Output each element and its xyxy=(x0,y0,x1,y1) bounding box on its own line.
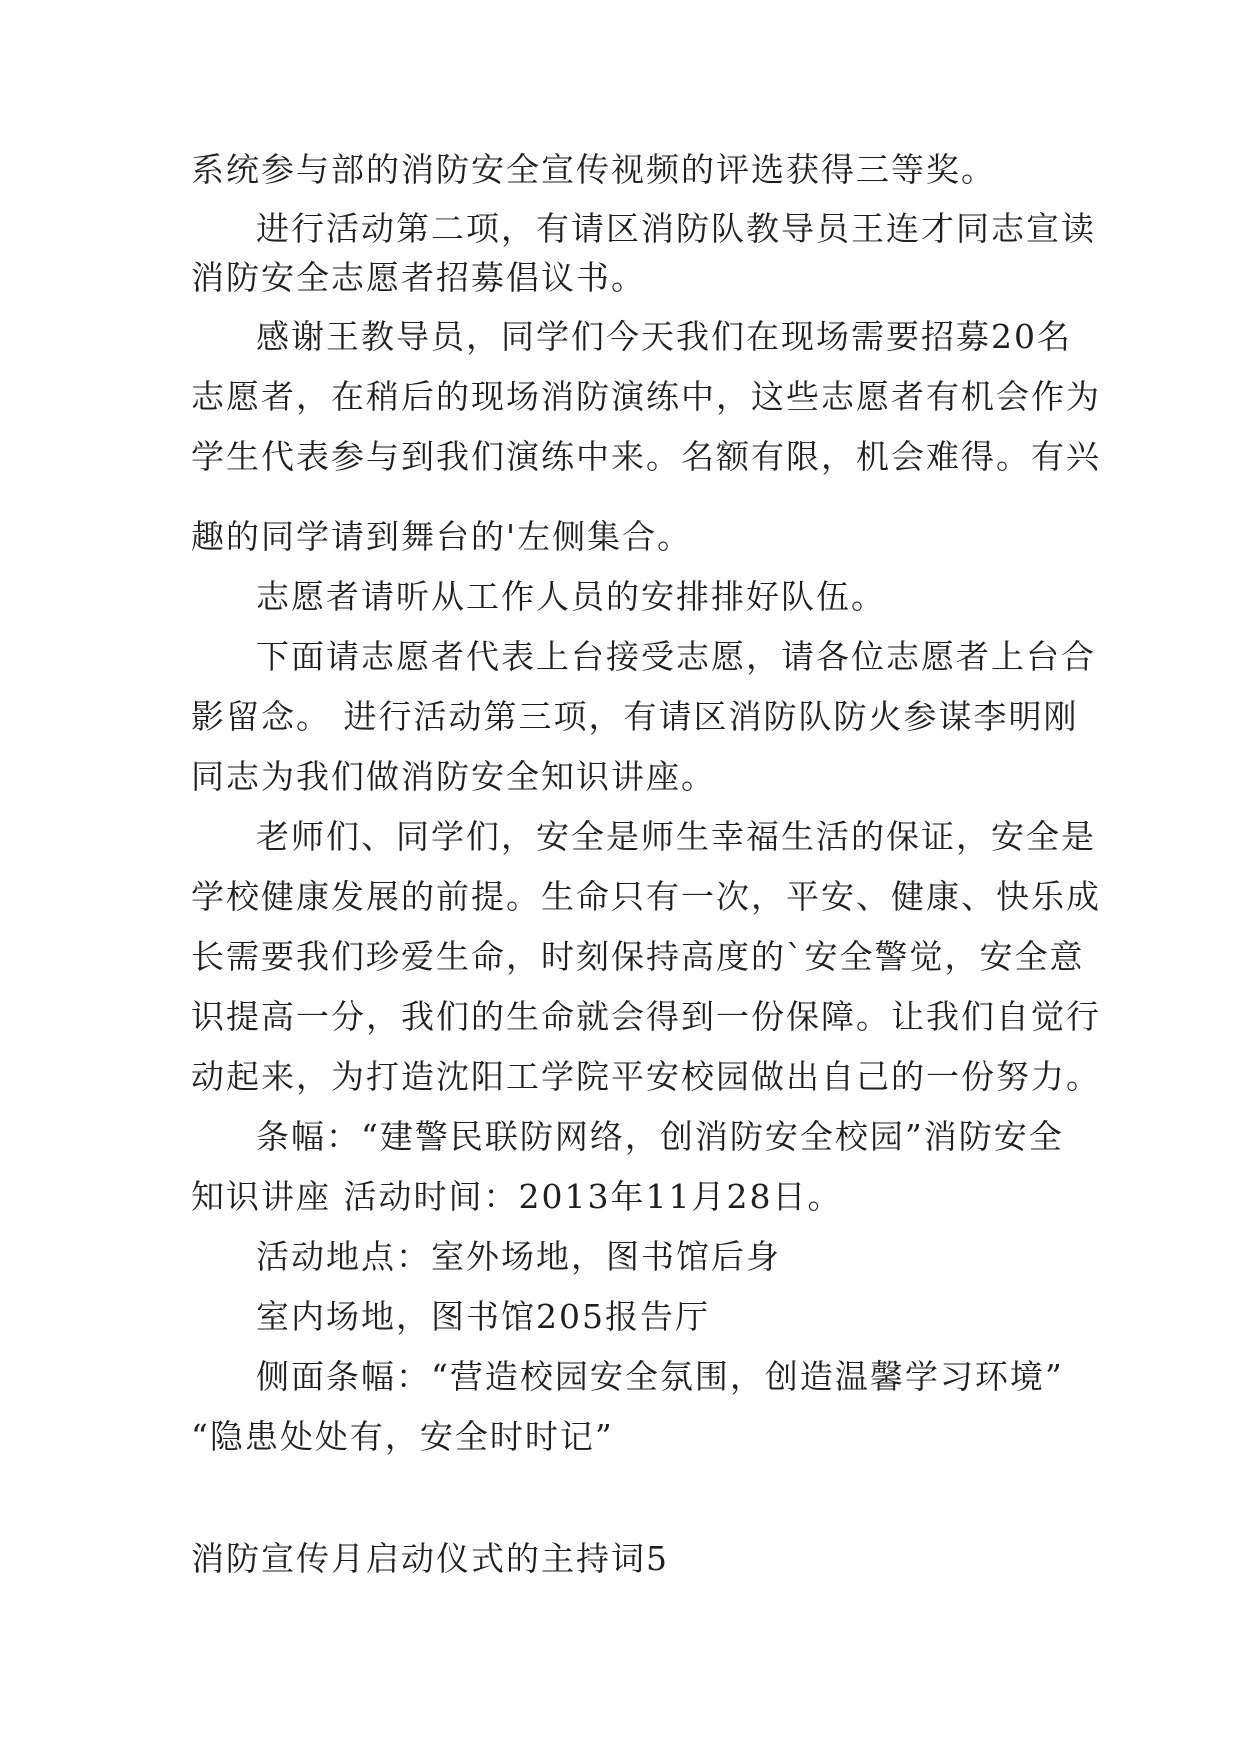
paragraph-first-line: 老师们、同学们，安全是师生幸福生活的保证，安全是 xyxy=(256,817,1096,856)
text-line: “隐患处处有，安全时时记” xyxy=(191,1417,614,1456)
paragraph-first-line: 感谢王教导员，同学们今天我们在现场需要招募20名 xyxy=(256,317,1072,356)
paragraph-first-line: 侧面条幅：“营造校园安全氛围，创造温馨学习环境” xyxy=(256,1357,1064,1396)
text-line: 影留念。 进行活动第三项，有请区消防队防火参谋李明刚 xyxy=(191,697,1079,736)
text-line: 趣的同学请到舞台的'左侧集合。 xyxy=(191,517,693,556)
text-line: 志愿者，在稍后的现场消防演练中，这些志愿者有机会作为 xyxy=(191,377,1101,416)
text-line: 动起来，为打造沈阳工学院平安校园做出自己的一份努力。 xyxy=(191,1057,1101,1096)
text-line: 同志为我们做消防安全知识讲座。 xyxy=(191,757,716,796)
paragraph-first-line: 进行活动第二项，有请区消防队教导员王连才同志宣读 xyxy=(256,209,1096,248)
paragraph-first-line: 活动地点：室外场地，图书馆后身 xyxy=(256,1237,781,1276)
paragraph-first-line: 志愿者请听从工作人员的安排排好队伍。 xyxy=(256,577,886,616)
text-line: 学生代表参与到我们演练中来。名额有限，机会难得。有兴 xyxy=(191,437,1101,476)
paragraph-first-line: 下面请志愿者代表上台接受志愿，请各位志愿者上台合 xyxy=(256,637,1096,676)
paragraph-first-line: 室内场地，图书馆205报告厅 xyxy=(256,1297,710,1336)
text-line: 识提高一分，我们的生命就会得到一份保障。让我们自觉行 xyxy=(191,997,1101,1036)
text-line: 学校健康发展的前提。生命只有一次，平安、健康、快乐成 xyxy=(191,877,1101,916)
text-line: 长需要我们珍爱生命，时刻保持高度的`安全警觉，安全意 xyxy=(191,937,1085,976)
text-line: 系统参与部的消防安全宣传视频的评选获得三等奖。 xyxy=(191,150,996,189)
section-heading: 消防宣传月启动仪式的主持词5 xyxy=(191,1539,669,1578)
paragraph-first-line: 条幅：“建警民联防网络，创消防安全校园”消防安全 xyxy=(256,1117,1064,1156)
text-line: 消防安全志愿者招募倡议书。 xyxy=(191,258,646,297)
text-line: 知识讲座 活动时间：2013年11月28日。 xyxy=(191,1177,843,1216)
